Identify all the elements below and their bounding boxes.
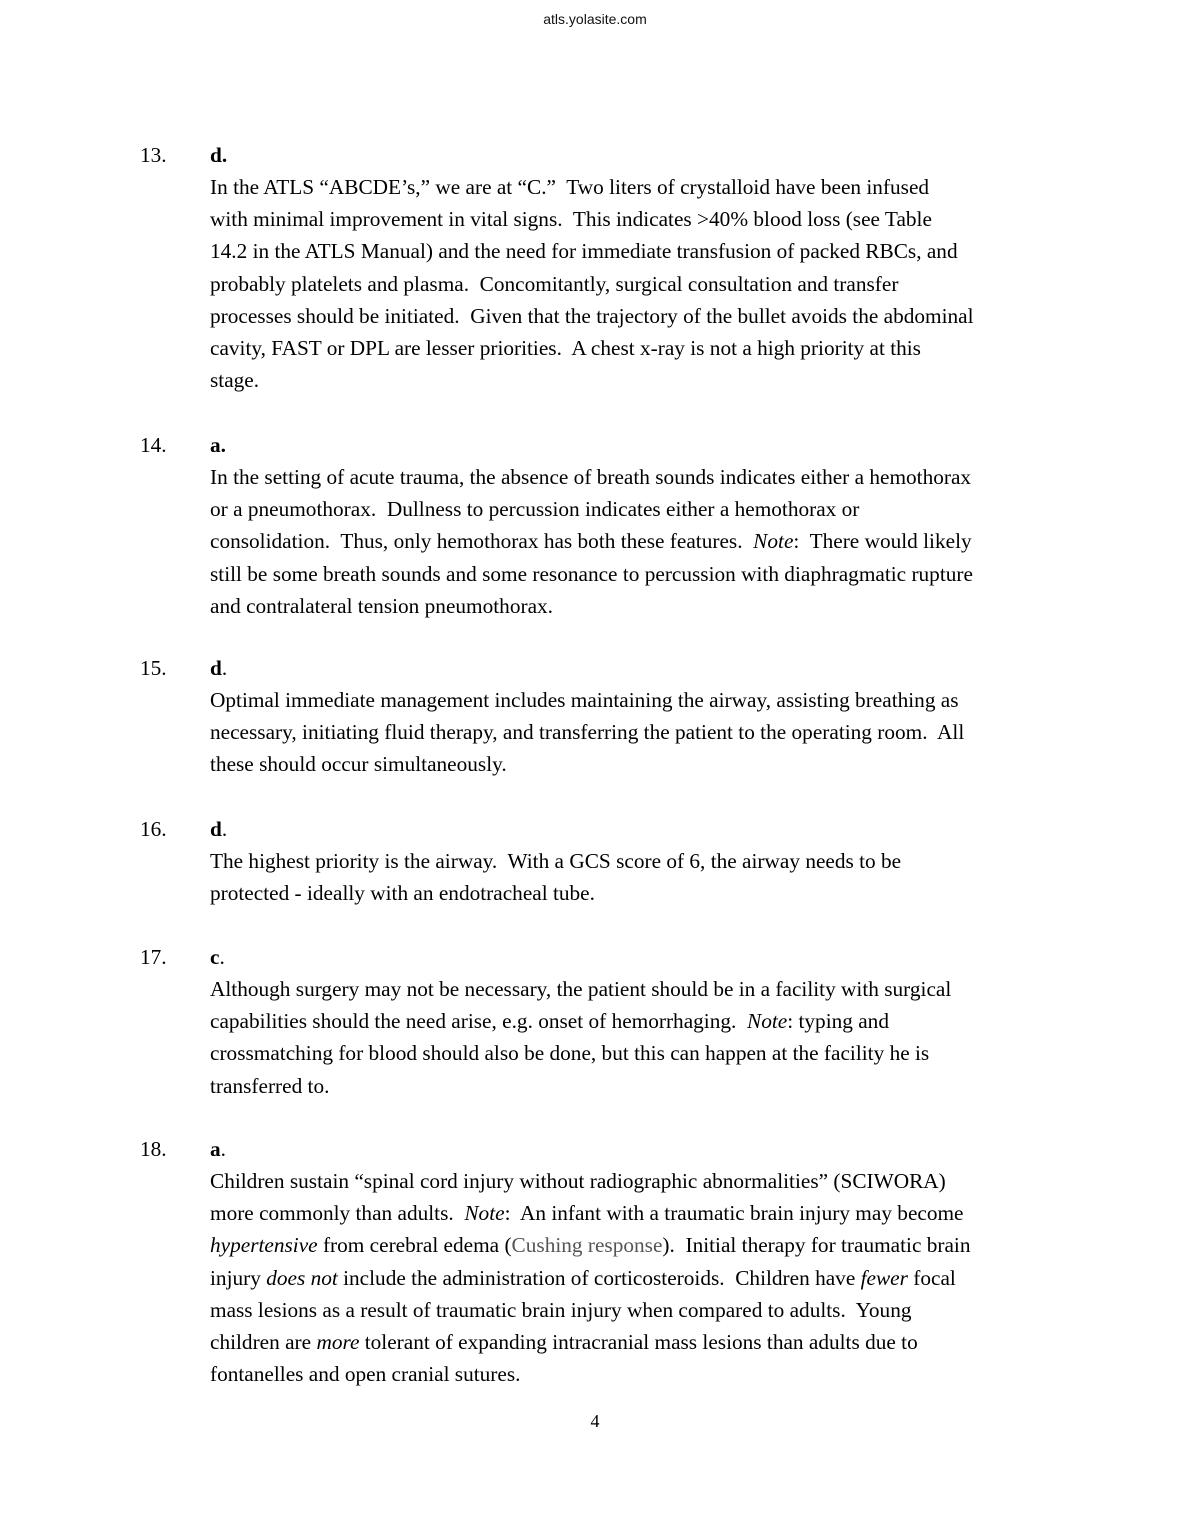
- text-run: focal: [907, 1265, 956, 1290]
- explanation-line: [210, 684, 1110, 716]
- text-run: transferred to.: [210, 1073, 330, 1098]
- text-run: : There would likely: [793, 529, 972, 554]
- text-run: Although surgery may not be necessary, the patient should be in a facility with surgical: [210, 977, 952, 1001]
- explanation-line: [210, 1037, 1110, 1069]
- text-run: stage.: [210, 368, 260, 393]
- text-run: with minimal improvement in vital signs. This indicates >40% blood loss (see Table: [210, 207, 932, 232]
- explanation-line: [210, 748, 1110, 780]
- answer-letter: d: [210, 143, 222, 167]
- text-run: The highest priority is the airway. With a GCS score of 6, the airway needs to be: [210, 849, 902, 873]
- text-run: Children sustain “spinal cord injury without radiographic abnormalities” (SCIWORA): [210, 1169, 946, 1193]
- question-number: 18.: [140, 1137, 167, 1161]
- text-run: tolerant of expanding intracranial mass lesions than adults due to: [359, 1329, 918, 1354]
- answer-choice: [210, 813, 227, 845]
- emphasis-text: Note: [753, 529, 794, 554]
- answer-letter: d: [210, 656, 222, 680]
- explanation-line: [210, 1165, 1110, 1197]
- explanation-line: [210, 558, 1110, 590]
- text-run: : typing and: [787, 1009, 889, 1034]
- answer-choice: [210, 139, 227, 171]
- text-run: include the administration of corticosteroids. Children have: [337, 1265, 861, 1290]
- explanation-line: [210, 493, 1110, 525]
- text-run: Optimal immediate management includes maintaining the airway, assisting breathing as: [210, 688, 959, 712]
- text-run: In the setting of acute trauma, the absence of breath sounds indicates either a hemothorax: [210, 465, 972, 489]
- explanation-line: [210, 1326, 1110, 1358]
- explanation-line: [210, 1358, 1110, 1390]
- text-run: children are: [210, 1329, 317, 1354]
- emphasis-text: more: [316, 1329, 360, 1354]
- explanation-line: [210, 461, 1110, 493]
- explanation-line: [210, 1197, 1110, 1229]
- text-run: processes should be initiated. Given that the trajectory of the bullet avoids the abdominal: [210, 303, 974, 328]
- explanation-text: [210, 171, 1110, 396]
- page-number: 4: [590, 1411, 600, 1431]
- text-run: ). Initial therapy for traumatic brain: [662, 1233, 971, 1258]
- text-run: In the ATLS “ABCDE’s,” we are at “C.” Two liters of crystalloid have been infused: [210, 175, 930, 199]
- explanation-line: [210, 268, 1110, 300]
- explanation-text: [210, 973, 1110, 1102]
- text-run: or a pneumothorax. Dullness to percussion indicates either a hemothorax or: [210, 497, 860, 522]
- text-run: probably platelets and plasma. Concomitantly, surgical consultation and transfer: [210, 271, 899, 296]
- answer-letter: d: [210, 817, 222, 841]
- explanation-line: [210, 332, 1110, 364]
- emphasis-text: Note: [747, 1009, 788, 1034]
- answer-letter: c: [210, 945, 220, 969]
- explanation-line: [210, 171, 1110, 203]
- explanation-text: [210, 1165, 1110, 1390]
- explanation-line: [210, 1005, 1110, 1037]
- answer-period-bold: .: [220, 433, 226, 457]
- explanation-line: [210, 1262, 1110, 1294]
- text-run: from cerebral edema (: [317, 1233, 512, 1258]
- emphasis-text: hypertensive: [210, 1233, 318, 1258]
- answer-period: .: [221, 656, 228, 680]
- text-run: these should occur simultaneously.: [210, 752, 507, 777]
- text-run: 14.2 in the ATLS Manual) and the need for immediate transfusion of packed RBCs, and: [210, 239, 958, 264]
- explanation-line: [210, 877, 1110, 909]
- explanation-line: [210, 235, 1110, 267]
- text-run: crossmatching for blood should also be done, but this can happen at the facility he is: [210, 1041, 930, 1066]
- text-run: consolidation. Thus, only hemothorax has both these features.: [210, 529, 754, 554]
- emphasis-text: fewer: [860, 1265, 908, 1290]
- text-run: and contralateral tension pneumothorax.: [210, 593, 553, 618]
- answer-letter: a: [210, 1137, 221, 1161]
- explanation-line: [210, 973, 1110, 1005]
- question-number: 17.: [140, 945, 167, 969]
- answer-choice: [210, 941, 225, 973]
- emphasis-text: does not: [266, 1265, 338, 1290]
- explanation-line: [210, 300, 1110, 332]
- question-number: 14.: [140, 433, 167, 457]
- explanation-line: [210, 845, 1110, 877]
- question-number: 16.: [140, 817, 167, 841]
- explanation-line: [210, 590, 1110, 622]
- explanation-line: [210, 716, 1110, 748]
- explanation-line: [210, 1294, 1110, 1326]
- answer-period: .: [219, 945, 225, 969]
- answer-letter: a: [210, 433, 221, 457]
- text-run: : An infant with a traumatic brain injury may become: [504, 1201, 964, 1226]
- text-run: still be some breath sounds and some resonance to percussion with diaphragmatic rupture: [210, 561, 973, 586]
- text-run: fontanelles and open cranial sutures.: [210, 1362, 521, 1387]
- text-run: more commonly than adults.: [210, 1201, 465, 1226]
- text-run: protected - ideally with an endotracheal tube.: [210, 881, 595, 906]
- explanation-line: [210, 1070, 1110, 1102]
- text-run: mass lesions as a result of traumatic brain injury when compared to adults. Young: [210, 1297, 912, 1322]
- answer-choice: [210, 652, 227, 684]
- explanation-text: [210, 684, 1110, 781]
- explanation-text: [210, 845, 1110, 909]
- explanation-line: [210, 203, 1110, 235]
- reference-text: Cushing response: [511, 1233, 663, 1258]
- page-header-site: atls.yolasite.com: [543, 11, 647, 27]
- answer-choice: [210, 1133, 226, 1165]
- text-run: necessary, initiating fluid therapy, and transferring the patient to the operating room. All: [210, 720, 965, 745]
- answer-choice: [210, 429, 226, 461]
- text-run: injury: [210, 1265, 267, 1290]
- explanation-line: [210, 525, 1110, 557]
- text-run: cavity, FAST or DPL are lesser priorities. A chest x-ray is not a high priority at this: [210, 335, 921, 360]
- answer-period: .: [220, 1137, 226, 1161]
- text-run: capabilities should the need arise, e.g. onset of hemorrhaging.: [210, 1009, 747, 1034]
- emphasis-text: Note: [464, 1201, 505, 1226]
- explanation-line: [210, 364, 1110, 396]
- question-number: 15.: [140, 656, 167, 680]
- explanation-text: [210, 461, 1110, 622]
- answer-period: .: [221, 817, 228, 841]
- answer-period-bold: .: [221, 143, 228, 167]
- question-number: 13.: [140, 143, 167, 167]
- explanation-line: [210, 1229, 1110, 1261]
